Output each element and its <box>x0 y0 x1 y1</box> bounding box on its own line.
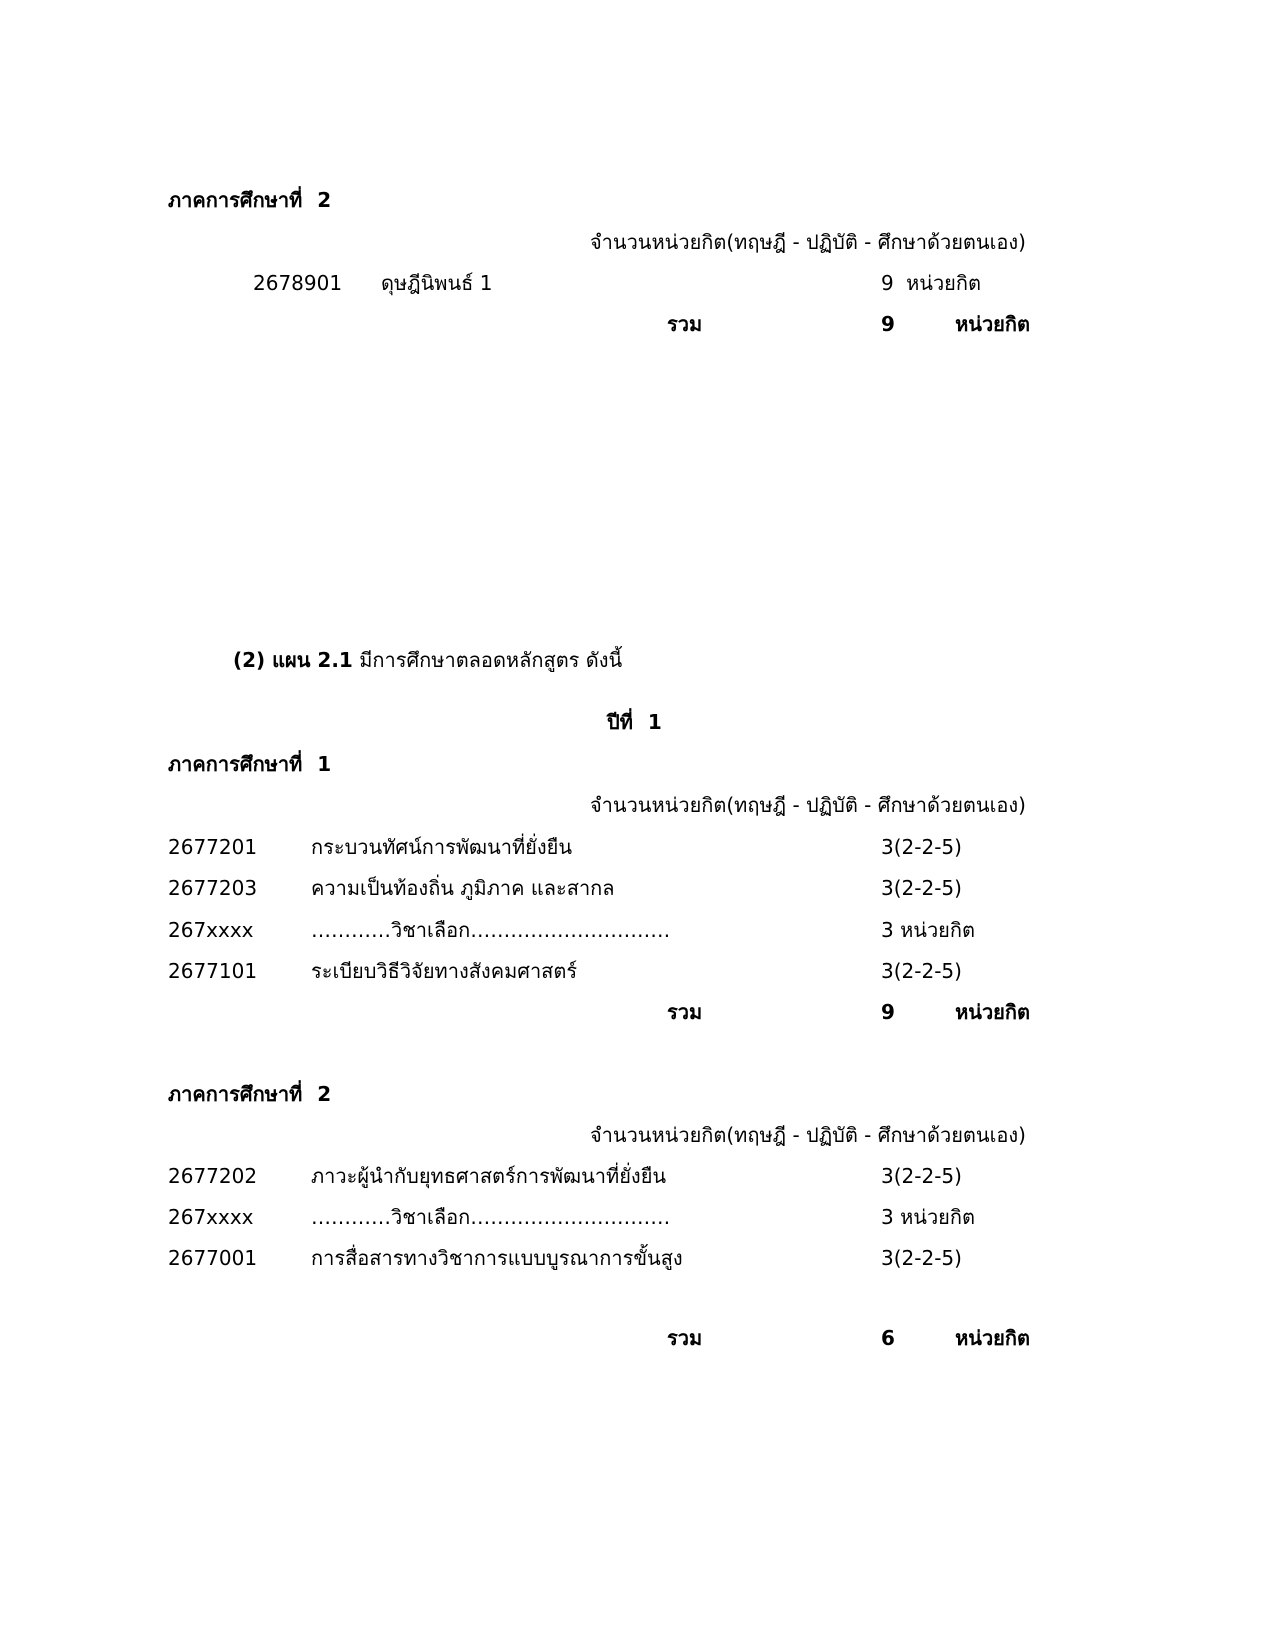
semester-heading <box>168 754 331 774</box>
course-credit: 3(2-2-5) <box>881 835 962 859</box>
course-credit: 3(2-2-5) <box>881 959 962 983</box>
course-credit-value: 9 <box>881 271 894 295</box>
plan-text: มีการศึกษาตลอดหลักสูตร ดังนี้ <box>359 648 623 672</box>
semester-heading <box>168 1084 331 1104</box>
course-name: กระบวนทัศน์การพัฒนาที่ยั่งยืน <box>311 835 573 859</box>
course-code: 267xxxx <box>168 1205 254 1229</box>
course-code: 2677201 <box>168 835 258 859</box>
course-credit: 3(2-2-5) <box>881 876 962 900</box>
course-code: 2677101 <box>168 959 258 983</box>
total-label: รวม <box>667 312 703 336</box>
course-name: …………วิชาเลือก………………………… <box>311 918 671 942</box>
course-credit-unit: หน่วยกิต <box>906 271 981 295</box>
course-credit: 3(2-2-5) <box>881 1164 962 1188</box>
course-name: …………วิชาเลือก………………………… <box>311 1205 671 1229</box>
semester-heading-label: ภาคการศึกษาที่ <box>168 752 303 776</box>
total-value: 6 <box>881 1326 895 1350</box>
course-name: การสื่อสารทางวิชาการแบบบูรณาการขั้นสูง <box>311 1246 683 1270</box>
total-unit: หน่วยกิต <box>955 1326 1030 1350</box>
course-name: ความเป็นท้องถิ่น ภูมิภาค และสากล <box>311 876 615 900</box>
course-code: 2678901 <box>253 271 343 295</box>
course-name: ระเบียบวิธีวิจัยทางสังคมศาสตร์ <box>311 959 578 983</box>
total-label: รวม <box>667 1326 703 1350</box>
total-value: 9 <box>881 1000 895 1024</box>
course-name: ภาวะผู้นำกับยุทธศาสตร์การพัฒนาที่ยั่งยืน <box>311 1164 667 1188</box>
year-heading <box>607 712 662 732</box>
course-credit: 3(2-2-5) <box>881 1246 962 1270</box>
course-code: 267xxxx <box>168 918 254 942</box>
plan-line <box>233 650 622 670</box>
plan-prefix: (2) แผน 2.1 <box>233 648 353 672</box>
course-credit: 3 หน่วยกิต <box>881 918 975 942</box>
semester-heading-number: 2 <box>317 188 332 212</box>
course-code: 2677202 <box>168 1164 258 1188</box>
year-number: 1 <box>647 710 662 734</box>
total-value: 9 <box>881 312 895 336</box>
credit-header: จำนวนหน่วยกิต(ทฤษฎี - ปฏิบัติ - ศึกษาด้วยตนเอง) <box>589 1123 1026 1147</box>
course-code: 2677203 <box>168 876 258 900</box>
total-label: รวม <box>667 1000 703 1024</box>
year-label: ปีที่ <box>607 710 633 734</box>
semester-heading-number: 1 <box>317 752 332 776</box>
total-unit: หน่วยกิต <box>955 312 1030 336</box>
credit-header: จำนวนหน่วยกิต(ทฤษฎี - ปฏิบัติ - ศึกษาด้วยตนเอง) <box>589 793 1026 817</box>
semester-heading-label: ภาคการศึกษาที่ <box>168 188 303 212</box>
semester-heading-label: ภาคการศึกษาที่ <box>168 1082 303 1106</box>
semester-heading <box>168 190 331 210</box>
semester-heading-number: 2 <box>317 1082 332 1106</box>
course-credit <box>881 273 981 293</box>
course-credit: 3 หน่วยกิต <box>881 1205 975 1229</box>
total-unit: หน่วยกิต <box>955 1000 1030 1024</box>
course-code: 2677001 <box>168 1246 258 1270</box>
credit-header: จำนวนหน่วยกิต(ทฤษฎี - ปฏิบัติ - ศึกษาด้วยตนเอง) <box>589 230 1026 254</box>
course-name: ดุษฎีนิพนธ์ 1 <box>381 271 493 295</box>
